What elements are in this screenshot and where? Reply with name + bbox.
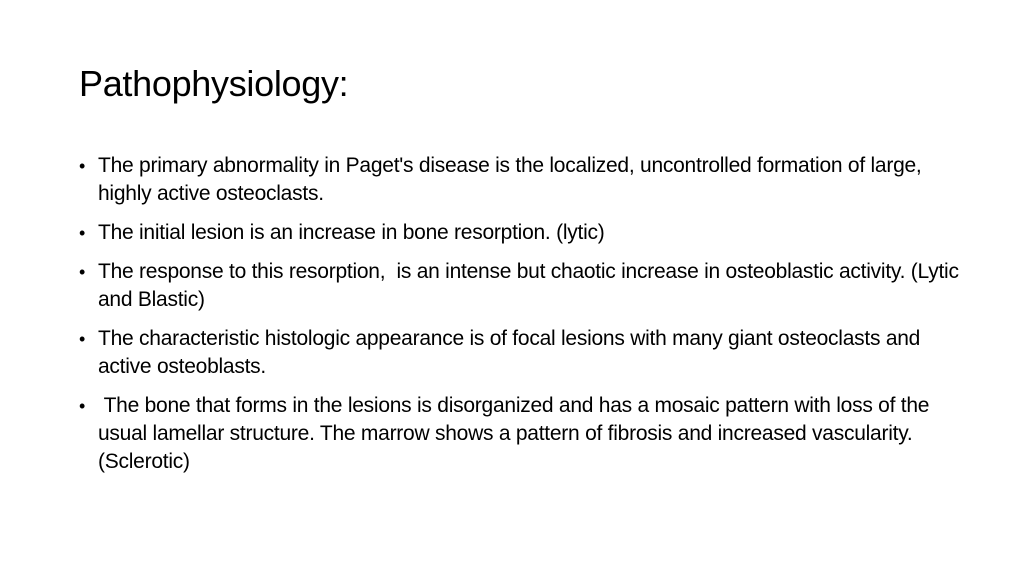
bullet-icon: •: [79, 223, 86, 243]
bullet-text: The response to this resorption, is an intense but chaotic increase in osteoblastic activity. (Lytic and Blastic): [98, 260, 965, 311]
bullet-item: [79, 258, 965, 314]
bullet-icon: •: [79, 156, 86, 176]
bullet-text: The bone that forms in the lesions is disorganized and has a mosaic pattern with loss of the usual lamellar structure. The marrow shows a pattern of fibrosis and increased vascularity.(Sclerotic): [98, 394, 935, 473]
bullet-item: [79, 219, 959, 247]
bullet-item: [79, 325, 959, 381]
bullet-text: The initial lesion is an increase in bone resorption. (lytic): [98, 221, 605, 244]
slide-title: Pathophysiology:: [79, 63, 349, 104]
bullet-icon: •: [79, 262, 86, 282]
bullet-item: [79, 152, 959, 208]
bullet-icon: •: [79, 396, 86, 416]
bullet-text: The primary abnormality in Paget's disease is the localized, uncontrolled formation of large, highly active osteoclasts.: [98, 154, 928, 205]
bullet-text: The characteristic histologic appearance is of focal lesions with many giant osteoclasts and active osteoblasts.: [98, 327, 926, 378]
bullet-icon: •: [79, 329, 86, 349]
bullet-list: [79, 152, 965, 487]
bullet-item: [79, 392, 959, 476]
